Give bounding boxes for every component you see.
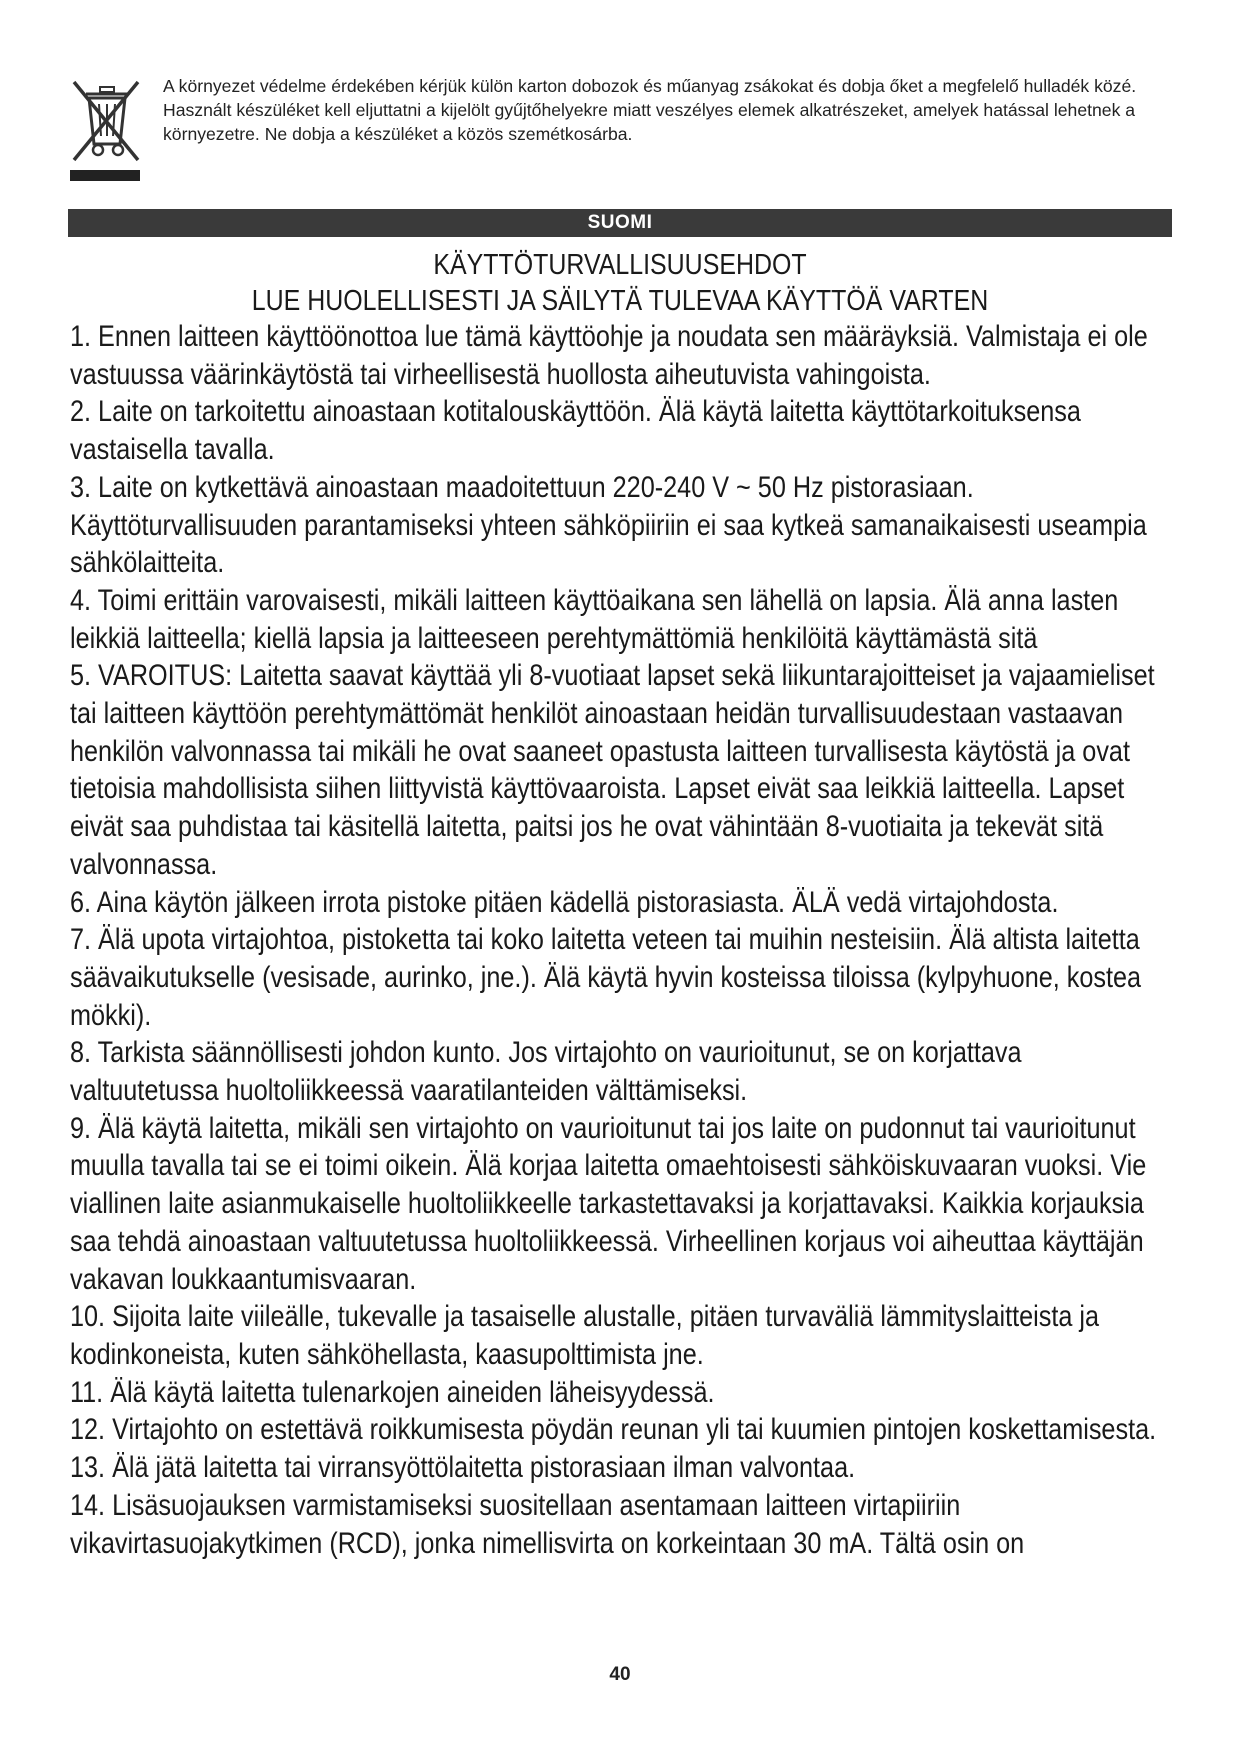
list-item: 4. Toimi erittäin varovaisesti, mikäli laitteen käyttöaikana sen lähellä on lapsia. Älä anna lasten leikkiä laitteella; kiellä lapsia ja laitteeseen perehtymättömiä henkilöitä käyttämästä sitä <box>70 583 1119 655</box>
list-item: 6. Aina käytön jälkeen irrota pistoke pitäen kädellä pistorasiasta. ÄLÄ vedä virtajohdosta. <box>70 885 1059 919</box>
page-subtitle: LUE HUOLELLISESTI JA SÄILYTÄ TULEVAA KÄYTTÖÄ VARTEN <box>251 285 989 317</box>
list-item: 5. VAROITUS: Laitetta saavat käyttää yli 8-vuotiaat lapset sekä liikuntarajoitteiset ja vajaamieliset tai laitteen käyttöön perehtymättömät henkilöt ainoastaan heidän turvallisuudestaan vastaavan henkilön valvonnassa tai mikäli he ovat saaneet opastusta laitteen turvallisesta käytöstä ja ovat tietoisia mahdollisista siihen liittyvistä käyttövaaroista. Lapset eivät saa leikkiä laitteella. Lapset eivät saa puhdistaa tai käsitellä laitetta, paitsi jos he ovat vähintään 8-vuotiaita ja tekevät sitä valvonnassa. <box>70 659 1155 881</box>
list-item: 1. Ennen laitteen käyttöönottoa lue tämä käyttöohje ja noudata sen määräyksiä. Valmistaja ei ole vastuussa väärinkäytöstä tai virheellisestä huollosta aiheutuvista vahingoista. <box>70 320 1148 391</box>
list-item: 7. Älä upota virtajohtoa, pistoketta tai koko laitetta veteen tai muihin nesteisiin. Älä altista laitetta säävaikutukselle (vesisade, aurinko, jne.). Älä käytä hyvin kosteissa tiloissa (kylpyhuone, kostea mökki). <box>70 923 1142 1032</box>
list-item: 14. Lisäsuojauksen varmistamiseksi suositellaan asentamaan laitteen virtapiiriin vikavirtasuojakytkimen (RCD), jonka nimellisvirta on korkeintaan 30 mA. Tältä osin on <box>70 1488 1025 1560</box>
list-item: 13. Älä jätä laitetta tai virransyöttölaitetta pistorasiaan ilman valvontaa. <box>70 1451 856 1485</box>
page-title: KÄYTTÖTURVALLISUUSEHDOT <box>433 249 807 281</box>
list-item: 3. Laite on kytkettävä ainoastaan maadoitettuun 220-240 V ~ 50 Hz pistorasiaan. Käyttöturvallisuuden parantamiseksi yhteen sähköpiiriin ei saa kytkeä samanaikaisesti useampia sähkölaitteita. <box>70 470 1147 580</box>
safety-instructions-list <box>70 318 1164 1562</box>
page-number: 40 <box>609 1664 631 1685</box>
list-item: 2. Laite on tarkoitettu ainoastaan kotitalouskäyttöön. Älä käytä laitetta käyttötarkoituksensa vastaisella tavalla. <box>70 395 1081 467</box>
language-section-bar: SUOMI <box>68 209 1172 237</box>
disposal-notice <box>68 74 1178 184</box>
list-item: 10. Sijoita laite viileälle, tukevalle ja tasaiselle alustalle, pitäen turvaväliä lämmityslaitteista ja kodinkoneista, kuten sähköhellasta, kaasupolttimista jne. <box>70 1300 1100 1371</box>
disposal-notice-text: A környezet védelme érdekében kérjük külön karton dobozok és műanyag zsákokat és dobja őket a megfelelő hulladék közé. Használt készüléket kell eljuttatni a kijelölt gyűjtőhelyekre miatt veszélyes elemek alkatrészeket, amelyek hatással lehetnek a környezetre. Ne dobja a készüléket a közös szemétkosárba. <box>163 76 1137 144</box>
list-item: 12. Virtajohto on estettävä roikkumisesta pöydän reunan yli tai kuumien pintojen koskettamisesta. <box>70 1413 1157 1447</box>
list-item: 11. Älä käytä laitetta tulenarkojen aineiden läheisyydessä. <box>70 1375 715 1409</box>
list-item: 9. Älä käytä laitetta, mikäli sen virtajohto on vaurioitunut tai jos laite on pudonnut tai vaurioitunut muulla tavalla tai se ei toimi oikein. Älä korjaa laitetta omaehtoisesti sähköiskuvaaran vuoksi. Vie viallinen laite asianmukaiselle huoltoliikkeelle tarkastettavaksi ja korjattavaksi. Kaikkia korjauksia saa tehdä ainoastaan valtuutetussa huoltoliikkeessä. Virheellinen korjaus voi aiheuttaa käyttäjän vakavan loukkaantumisvaaran. <box>70 1111 1147 1296</box>
list-item: 8. Tarkista säännöllisesti johdon kunto. Jos virtajohto on vaurioitunut, se on korjattava valtuutetussa huoltoliikkeessä vaaratilanteiden välttämiseksi. <box>70 1036 1022 1108</box>
crossed-out-wheelie-bin-icon <box>68 74 144 184</box>
